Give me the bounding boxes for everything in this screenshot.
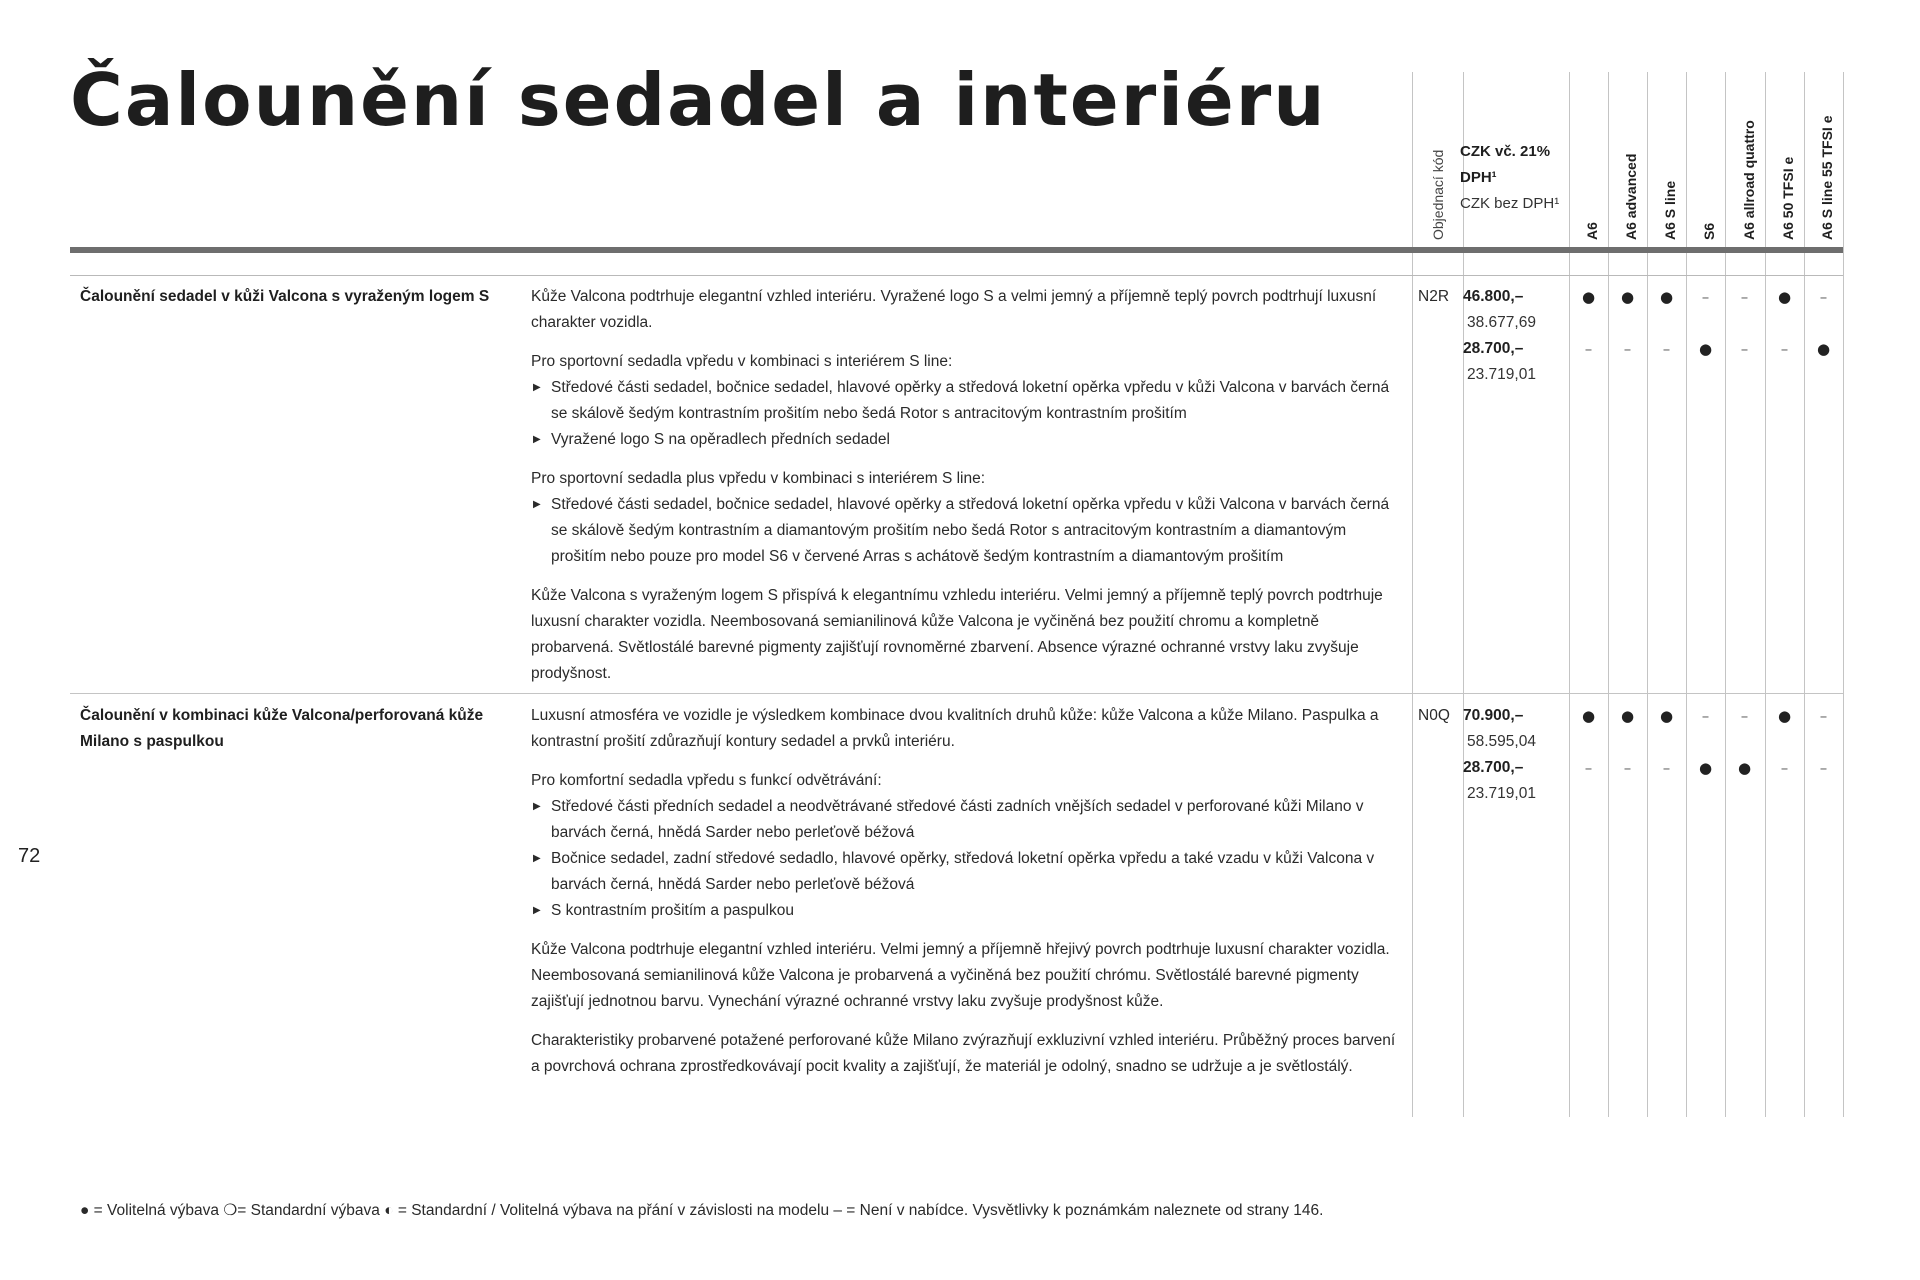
availability-mark: ● <box>1777 707 1792 725</box>
table-top-rule <box>70 275 1843 276</box>
row-description <box>531 703 1401 1093</box>
price-excl: 23.719,01 <box>1467 366 1536 383</box>
header-model-s6: S6 <box>1701 222 1717 240</box>
grid-line <box>1569 72 1570 1117</box>
grid-line <box>1412 72 1413 1117</box>
page-title: Čalounění sedadel a interiéru <box>70 58 1327 142</box>
availability-mark: – <box>1740 340 1749 358</box>
availability-mark: – <box>1701 288 1710 306</box>
header-model-a6-allroad: A6 allroad quattro <box>1741 120 1757 240</box>
availability-mark: – <box>1780 759 1789 777</box>
availability-mark: – <box>1584 340 1593 358</box>
availability-mark: – <box>1740 288 1749 306</box>
row-section-heading: Pro sportovní sedadla plus vpředu v kombinaci s interiérem S line: <box>531 470 986 487</box>
row-title: Čalounění sedadel v kůži Valcona s vyraženým logem S <box>80 288 490 305</box>
availability-mark: ● <box>1620 288 1635 306</box>
page-number: 72 <box>18 845 41 867</box>
header-code-label: Objednací kód <box>1430 149 1446 240</box>
price-incl: 70.900,– <box>1463 707 1524 724</box>
availability-mark: ● <box>1698 759 1713 777</box>
availability-mark: – <box>1584 759 1593 777</box>
bullet-triangle-icon: ▶ <box>533 434 541 445</box>
order-code: N0Q <box>1418 707 1450 724</box>
availability-mark: ● <box>1737 759 1752 777</box>
price-incl: 28.700,– <box>1463 340 1524 357</box>
availability-mark: – <box>1819 288 1828 306</box>
header-model-a6: A6 <box>1584 222 1600 240</box>
bullet-triangle-icon: ▶ <box>533 853 541 864</box>
availability-mark: ● <box>1581 707 1596 725</box>
availability-mark: ● <box>1659 288 1674 306</box>
bullet-triangle-icon: ▶ <box>533 801 541 812</box>
row-description <box>531 284 1401 700</box>
header-model-a6-s-line: A6 S line <box>1662 180 1678 240</box>
row-outro: Kůže Valcona s vyraženým logem S přispívá k elegantnímu vzhledu interiéru. Velmi jemný a příjemně teplý povrch podtrhuje luxusní charakter vozidla. Neembosovaná semianilinová kůže Valcona je vyčiněná bez použití chromu a kompletně probarvená. Světlostálé barevné pigmenty zajišťují rovnoměrné zbarvení. Absence výrazné ochranné vrstvy laku zvyšuje prodyšnost. <box>531 587 1383 682</box>
row-outro: Charakteristiky probarvené potažené perforované kůže Milano zvýrazňují exkluzivní vzhled interiéru. Průběžný proces barvení a povrchová ochrana zprostředkovávají pocit kvality a zajišťují, že materiál je odolný, snadno se udržuje a je světlostálý. <box>531 1032 1396 1075</box>
header-price-incl-line2: DPH¹ <box>1460 169 1497 186</box>
list-item: ▶ Středové části sedadel, bočnice sedadel, hlavové opěrky a středová loketní opěrka vpředu v kůži Valcona v barvách černá se skálově šedým kontrastním a diamantovým prošitím nebo šedá Rotor s antracitovým kontrastním a diamantovým prošitím nebo pouze pro model S6 v červené Arras s achátově šedým kontrastním a diamantovým prošitím <box>531 492 1401 570</box>
grid-line <box>1686 72 1687 1117</box>
availability-mark: ● <box>1581 288 1596 306</box>
row-section-heading: Pro komfortní sedadla vpředu s funkcí odvětrávání: <box>531 772 882 789</box>
bullet-list <box>531 492 1401 570</box>
row-intro: Kůže Valcona podtrhuje elegantní vzhled interiéru. Vyražené logo S a velmi jemný a příjemně teplý povrch podtrhují luxusní charakter vozidla. <box>531 288 1377 331</box>
row-outro: Kůže Valcona podtrhuje elegantní vzhled interiéru. Velmi jemný a příjemně hřejivý povrch podtrhuje luxusní charakter vozidla. Neembosovaná semianilinová kůže Valcona je probarvená a vyčiněná bez použití chrómu. Světlostálé barevné pigmenty zajišťují jednotnou barvu. Vynechání výrazné ochranné vrstvy laku zvyšuje prodyšnost kůže. <box>531 941 1390 1010</box>
bullet-triangle-icon: ▶ <box>533 499 541 510</box>
availability-mark: – <box>1740 707 1749 725</box>
order-code: N2R <box>1418 288 1450 305</box>
list-item: ▶ S kontrastním prošitím a paspulkou <box>531 898 1401 924</box>
header-price-incl-line1: CZK vč. 21% <box>1460 143 1551 160</box>
header-model-a6-50-tfsi-e: A6 50 TFSI e <box>1780 156 1796 240</box>
header-price-excl: CZK bez DPH¹ <box>1460 195 1560 212</box>
price-excl: 23.719,01 <box>1467 785 1536 802</box>
bullet-triangle-icon: ▶ <box>533 382 541 393</box>
header-rule <box>70 247 1843 253</box>
grid-line <box>1647 72 1648 1117</box>
row-intro: Luxusní atmosféra ve vozidle je výsledkem kombinace dvou kvalitních druhů kůže: kůže Valcona a kůže Milano. Paspulka a kontrastní prošití zdůrazňují kontury sedadel a prvků interiéru. <box>531 707 1379 750</box>
availability-mark: ● <box>1698 340 1713 358</box>
availability-mark: – <box>1819 759 1828 777</box>
bullet-list <box>531 794 1401 924</box>
availability-mark: – <box>1780 340 1789 358</box>
header-price-labels <box>1460 139 1559 217</box>
grid-line <box>1463 72 1464 1117</box>
grid-line <box>1765 72 1766 1117</box>
row-title: Čalounění v kombinaci kůže Valcona/perforovaná kůže Milano s paspulkou <box>80 707 484 750</box>
price-block <box>1463 284 1561 388</box>
price-block <box>1463 703 1561 807</box>
row-section-heading: Pro sportovní sedadla vpředu v kombinaci s interiérem S line: <box>531 353 953 370</box>
grid-line <box>1843 72 1844 1117</box>
availability-mark: ● <box>1659 707 1674 725</box>
legend: ● = Volitelná výbava ❍= Standardní výbava ◐ = Standardní / Volitelná výbava na přání v závislosti na modelu – = Není v nabídce. Vysvětlivky k poznámkám naleznete od strany 146. <box>80 1202 1324 1219</box>
availability-mark: ● <box>1620 707 1635 725</box>
price-excl: 38.677,69 <box>1467 314 1536 331</box>
list-item: ▶ Středové části předních sedadel a neodvětrávané středové části zadních vnějších sedadel v perforované kůži Milano v barvách černá, hnědá Sarder nebo perleťově béžová <box>531 794 1401 846</box>
price-incl: 46.800,– <box>1463 288 1524 305</box>
grid-line <box>1804 72 1805 1117</box>
availability-mark: – <box>1819 707 1828 725</box>
availability-mark: ● <box>1777 288 1792 306</box>
bullet-list <box>531 375 1401 453</box>
grid-line <box>1608 72 1609 1117</box>
header-model-a6-advanced: A6 advanced <box>1623 153 1639 240</box>
list-item: ▶ Bočnice sedadel, zadní středové sedadlo, hlavové opěrky, středová loketní opěrka vpředu a také vzadu v kůži Valcona v barvách černá, hnědá Sarder nebo perleťově béžová <box>531 846 1401 898</box>
availability-mark: ● <box>1816 340 1831 358</box>
list-item: ▶ Vyražené logo S na opěradlech předních sedadel <box>531 427 1401 453</box>
availability-mark: – <box>1623 759 1632 777</box>
grid-line <box>1725 72 1726 1117</box>
price-incl: 28.700,– <box>1463 759 1524 776</box>
header-model-a6-s-line-55-tfsi-e: A6 S line 55 TFSI e <box>1819 115 1835 240</box>
availability-mark: – <box>1623 340 1632 358</box>
price-excl: 58.595,04 <box>1467 733 1536 750</box>
availability-mark: – <box>1701 707 1710 725</box>
availability-mark: – <box>1662 340 1671 358</box>
availability-mark: – <box>1662 759 1671 777</box>
bullet-triangle-icon: ▶ <box>533 905 541 916</box>
list-item: ▶ Středové části sedadel, bočnice sedadel, hlavové opěrky a středová loketní opěrka vpředu v kůži Valcona v barvách černá se skálově šedým kontrastním prošitím nebo šedá Rotor s antracitovým kontrastním prošitím <box>531 375 1401 427</box>
